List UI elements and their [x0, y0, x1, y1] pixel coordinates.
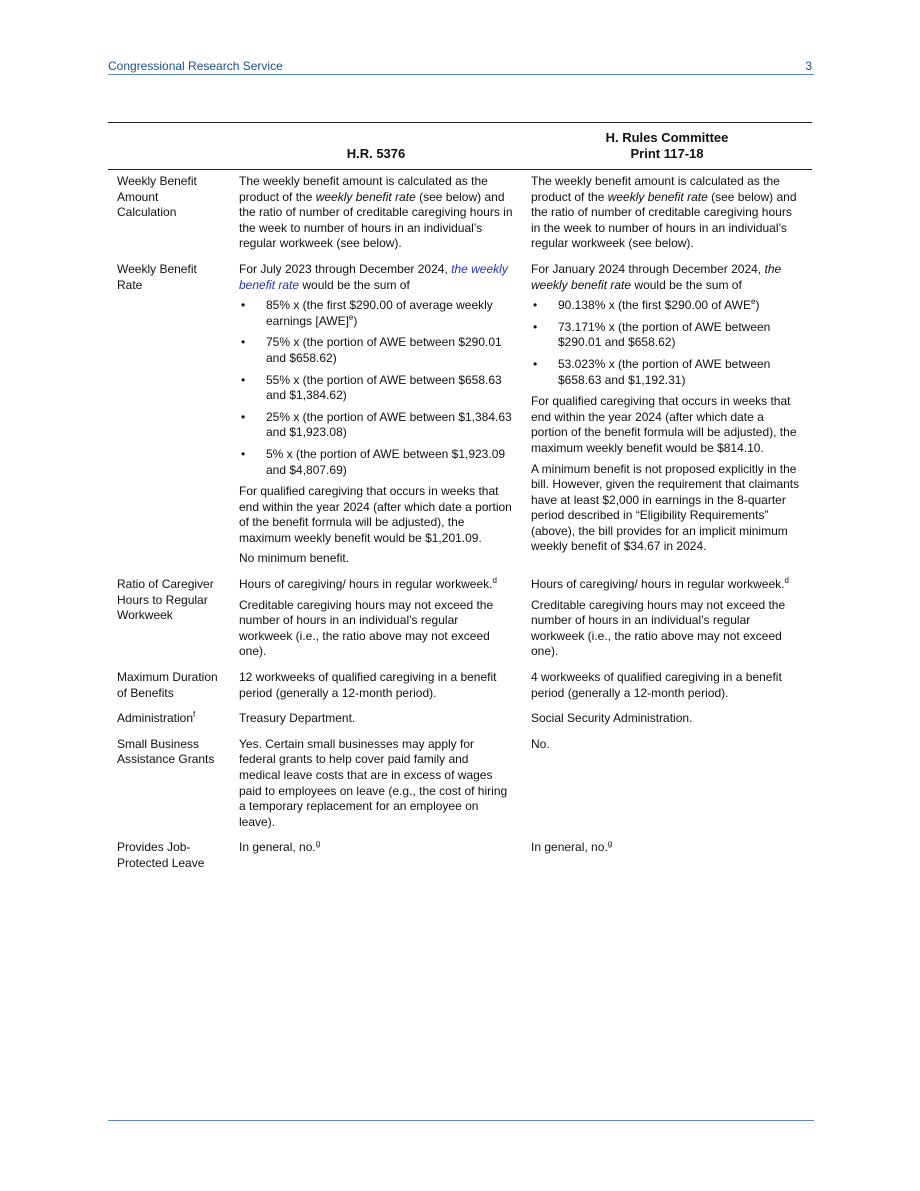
cell-hr5376	[230, 170, 522, 258]
cell-hr5376	[230, 573, 522, 666]
list-item: • 5% x (the portion of AWE between $1,923.09 and $4,807.69)	[239, 447, 513, 478]
rate-bullet-list	[531, 298, 803, 388]
row-label: Maximum Duration of Benefits	[117, 670, 218, 700]
row-label: Administration$^f$	[117, 710, 196, 726]
cell-text: No minimum benefit.	[239, 551, 350, 566]
list-item: • 53.023% x (the portion of AWE between $658.63 and $1,192.31)	[531, 357, 803, 388]
cell-rules-committee	[522, 170, 812, 258]
cell-rules-committee: In general, no.$^g$	[531, 839, 613, 855]
cell-rules-committee: 4 workweeks of qualified caregiving in a benefit period (generally a 12-month period).	[531, 670, 782, 700]
cell-text: The weekly benefit amount is calculated as the product of the weekly benefit rate (see below) and the ratio of number of creditable caregiving hours in the week to number of hours in an individual’s regular workweek (see below).	[531, 174, 797, 251]
cell-text: A minimum benefit is not proposed explicitly in the bill. However, given the requirement that claimants have at least $2,000 in earnings in the 8-quarter period described in “Eligibility Requirements” (above), the bill provides for an implicit minimum weekly benefit of $34.67 in 2024.	[531, 461, 800, 554]
table-row	[108, 707, 812, 733]
footer-rule	[108, 1120, 814, 1121]
list-item: • 90.138% x (the first $290.00 of AWE$^e$)	[531, 298, 803, 314]
list-item: • 85% x (the first $290.00 of average weekly earnings [AWE]$^e$)	[239, 298, 513, 329]
row-label: Ratio of Caregiver Hours to Regular Workweek	[117, 577, 214, 623]
highlighted-term: the weekly benefit rate	[239, 261, 508, 292]
cell-hr5376: In general, no.$^g$	[239, 839, 321, 855]
list-item: • 25% x (the portion of AWE between $1,384.63 and $1,923.08)	[239, 410, 513, 441]
row-label: Provides Job-Protected Leave	[117, 840, 205, 870]
header-rule	[108, 74, 814, 75]
header-rules-line2: Print 117-18	[630, 146, 704, 161]
header-rules-committee	[522, 123, 812, 170]
row-label: Small Business Assistance Grants	[117, 736, 215, 767]
table-row	[108, 258, 812, 573]
cell-text: For July 2023 through December 2024, the weekly benefit rate would be the sum of	[239, 261, 508, 292]
page-number: 3	[805, 59, 812, 73]
cell-text: For qualified caregiving that occurs in weeks that end within the year 2024 (after which date a portion of the benefit formula will be adjusted), the maximum weekly benefit would be $1,201.09.	[239, 484, 512, 545]
list-item: • 73.171% x (the portion of AWE between $290.01 and $658.62)	[531, 320, 803, 351]
header-rules-line1: H. Rules Committee	[605, 130, 729, 145]
header-label-column	[108, 123, 230, 170]
table-row	[108, 666, 812, 707]
cell-text: Hours of caregiving/ hours in regular workweek.$^d$	[531, 576, 789, 592]
cell-hr5376: Treasury Department.	[239, 711, 356, 726]
cell-text: The weekly benefit amount is calculated as the product of the weekly benefit rate (see below) and the ratio of number of creditable caregiving hours in the week to number of hours in an individual’s regular workweek (see below).	[239, 174, 513, 251]
cell-text: Creditable caregiving hours may not exceed the number of hours in an individual’s regular workweek (i.e., the ratio above may not exceed one).	[239, 597, 494, 659]
cell-rules-committee	[522, 258, 812, 573]
header-hr5376: H.R. 5376	[230, 123, 522, 170]
list-item: • 75% x (the portion of AWE between $290.01 and $658.62)	[239, 335, 513, 366]
row-label: Weekly Benefit Rate	[117, 261, 197, 292]
cell-hr5376: 12 workweeks of qualified caregiving in a benefit period (generally a 12-month period).	[239, 670, 497, 700]
row-label: Weekly Benefit Amount Calculation	[117, 174, 197, 220]
comparison-table	[108, 122, 812, 878]
publisher-name: Congressional Research Service	[108, 59, 283, 73]
cell-hr5376	[230, 258, 522, 573]
table-row	[108, 836, 812, 877]
cell-rules-committee	[522, 573, 812, 666]
cell-rules-committee: Social Security Administration.	[531, 711, 693, 726]
cell-text: Creditable caregiving hours may not exceed the number of hours in an individual’s regular workweek (i.e., the ratio above may not exceed one).	[531, 597, 786, 659]
cell-text: For January 2024 through December 2024, the weekly benefit rate would be the sum of	[531, 261, 782, 292]
list-item: • 55% x (the portion of AWE between $658.63 and $1,384.62)	[239, 373, 513, 404]
cell-rules-committee: No.	[531, 736, 550, 751]
table-row	[108, 573, 812, 666]
rate-bullet-list	[239, 298, 513, 478]
cell-text: For qualified caregiving that occurs in weeks that end within the year 2024 (after which date a portion of the benefit formula will be adjusted), the maximum weekly benefit would be $814.10.	[531, 394, 797, 455]
cell-text: Hours of caregiving/ hours in regular workweek.$^d$	[239, 576, 497, 592]
cell-hr5376: Yes. Certain small businesses may apply for federal grants to help cover paid family and medical leave costs that are in excess of wages paid to employees on leave (e.g., the cost of hiring a temporary replacement for an employee on leave).	[239, 736, 508, 829]
table-row	[108, 170, 812, 258]
table-row	[108, 733, 812, 837]
table-header-row	[108, 123, 812, 170]
